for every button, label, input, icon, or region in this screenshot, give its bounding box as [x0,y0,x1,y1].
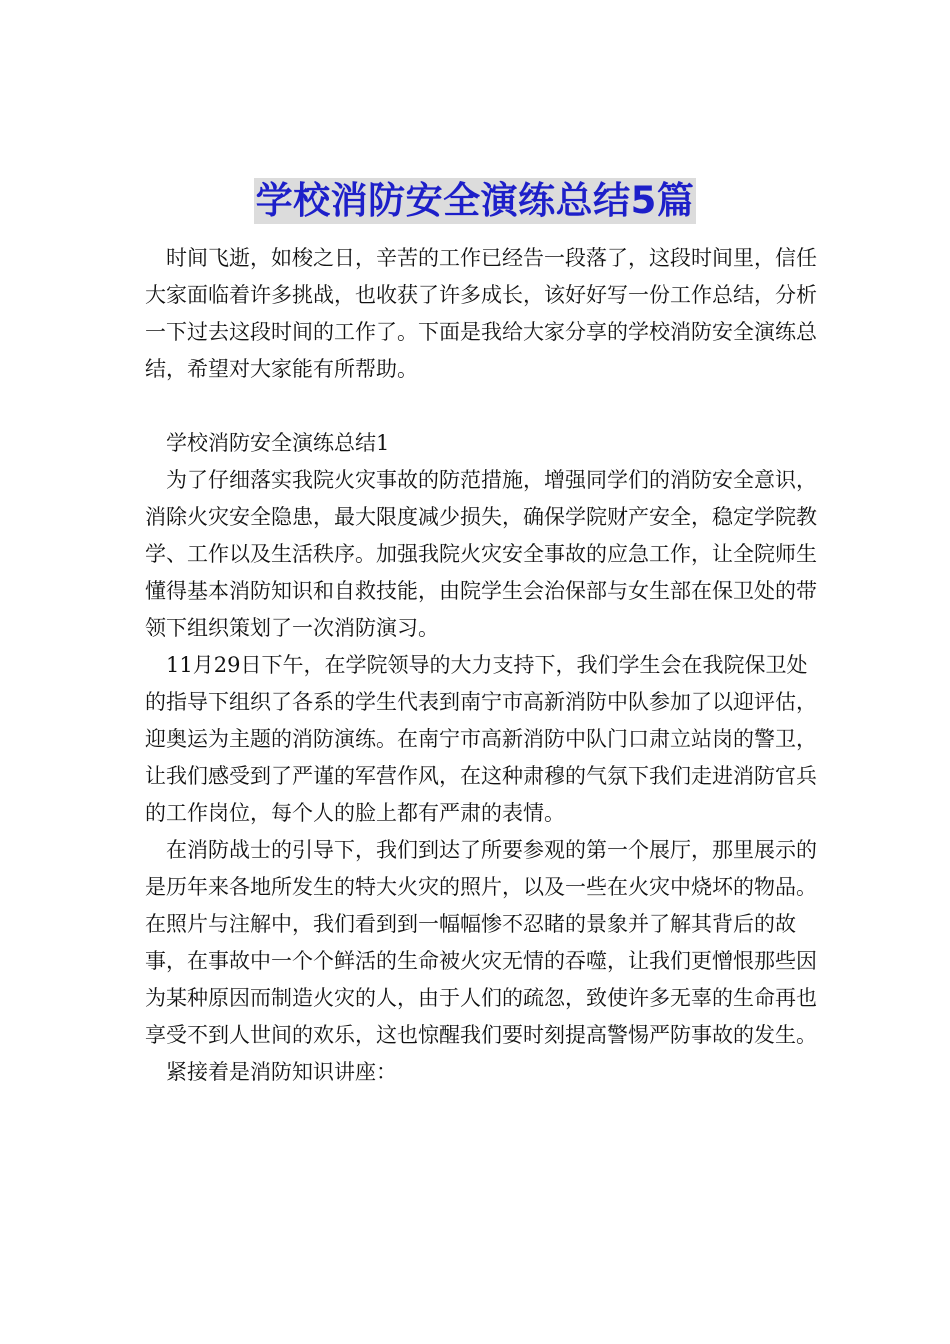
body-paragraph-2: 11月29日下午，在学院领导的大力支持下，我们学生会在我院保卫处的指导下组织了各系的学生代表到南宁市高新消防中队参加了以迎评估，迎奥运为主题的消防演练。在南宁市高新消防中队门口肃立站岗的警卫，让我们感受到了严谨的军营作风，在这种肃穆的气氛下我们走进消防官兵的工作岗位，每个人的脸上都有严肃的表情。 [145,653,817,825]
body-paragraph-3: 在消防战士的引导下，我们到达了所要参观的第一个展厅，那里展示的是历年来各地所发生的特大火灾的照片，以及一些在火灾中烧坏的物品。在照片与注解中，我们看到到一幅幅惨不忍睹的景象并了解其背后的故事，在事故中一个个鲜活的生命被火灾无情的吞噬，让我们更憎恨那些因为某种原因而制造火灾的人，由于人们的疏忽，致使许多无辜的生命再也享受不到人世间的欢乐，这也惊醒我们要时刻提高警惕严防事故的发生。 [145,838,817,1047]
body-paragraph-4: 紧接着是消防知识讲座： [166,1060,397,1084]
document-body [145,240,825,1091]
intro-paragraph: 时间飞逝，如梭之日，辛苦的工作已经告一段落了，这段时间里，信任大家面临着许多挑战，也收获了许多成长，该好好写一份工作总结，分析一下过去这段时间的工作了。下面是我给大家分享的学校消防安全演练总结，希望对大家能有所帮助。 [145,246,817,381]
body-paragraph-1: 为了仔细落实我院火灾事故的防范措施，增强同学们的消防安全意识，消除火灾安全隐患，最大限度减少损失，确保学院财产安全，稳定学院教学、工作以及生活秩序。加强我院火灾安全事故的应急工作，让全院师生懂得基本消防知识和自救技能，由院学生会治保部与女生部在保卫处的带领下组织策划了一次消防演习。 [145,468,817,640]
document-title: 学校消防安全演练总结5篇 [255,179,695,222]
title-container [0,178,950,224]
section-heading: 学校消防安全演练总结1 [166,431,390,455]
